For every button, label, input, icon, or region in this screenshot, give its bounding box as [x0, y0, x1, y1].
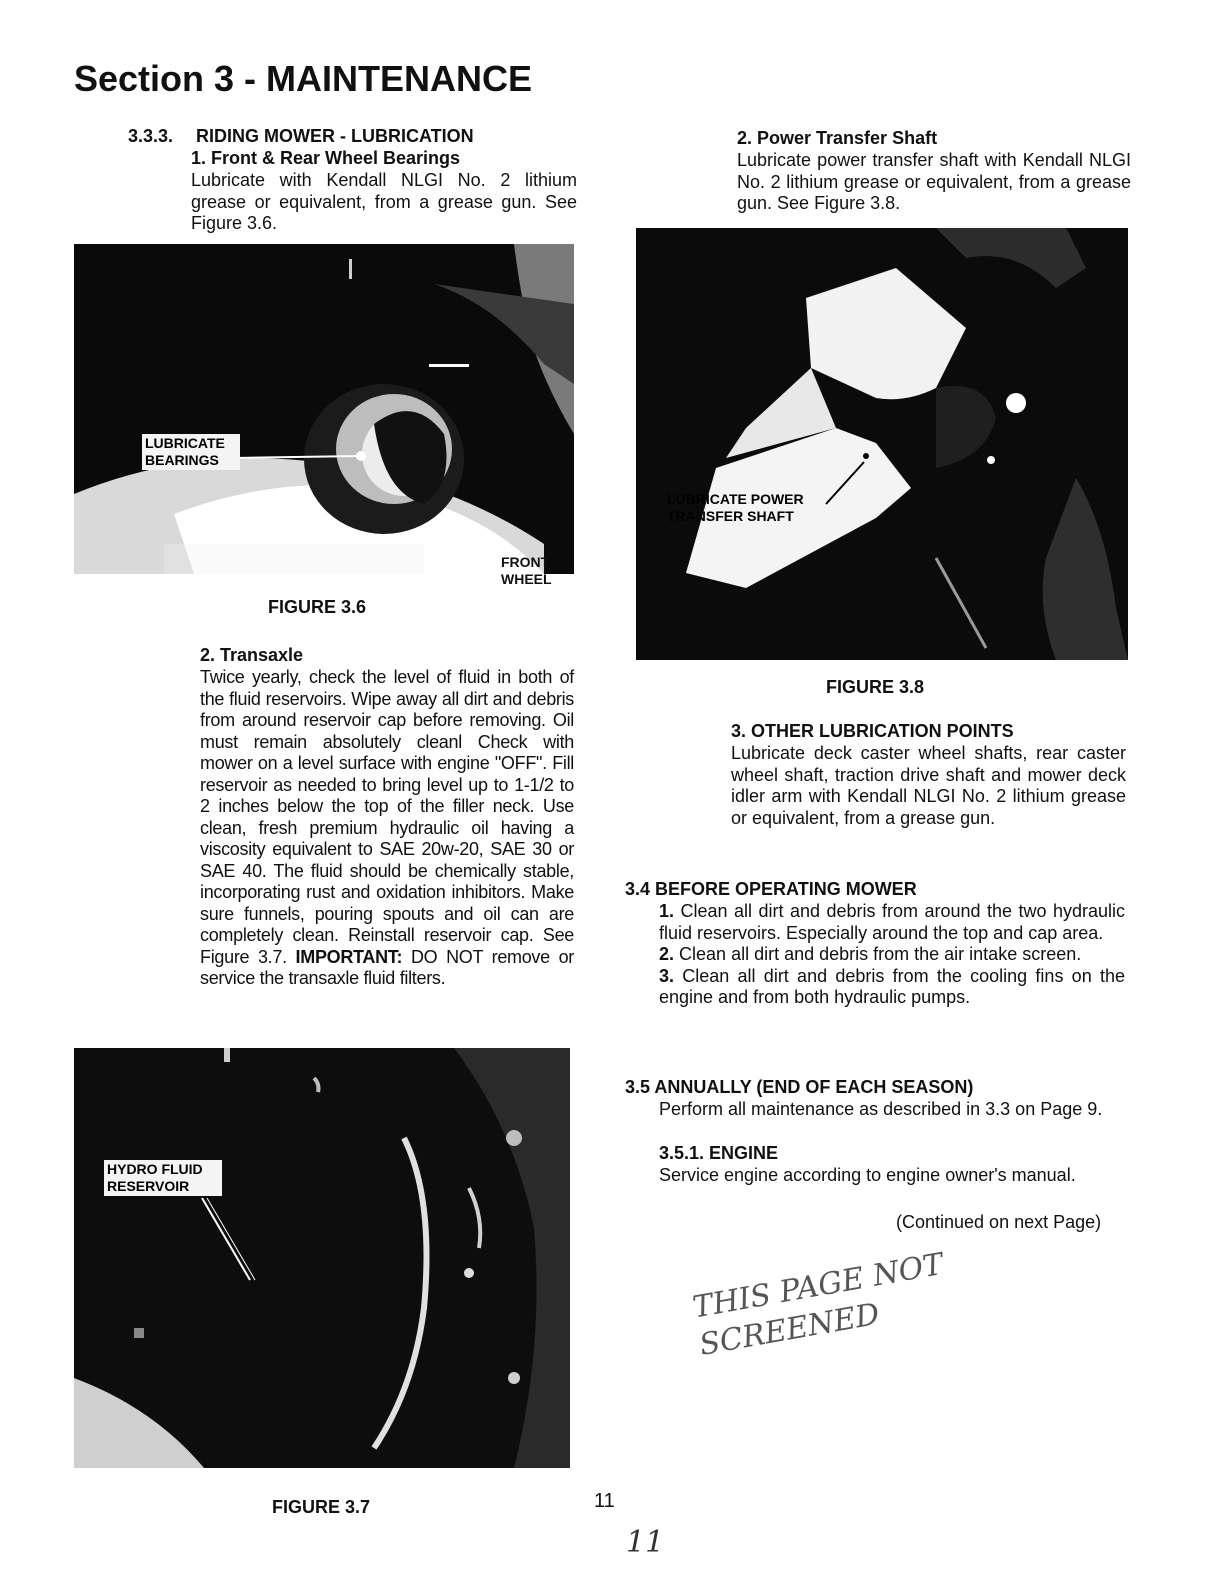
item-title-power-transfer-shaft: 2. Power Transfer Shaft	[737, 128, 938, 148]
item-body-power-transfer-shaft: Lubricate power transfer shaft with Kendall NLGI No. 2 lithium grease or equivalent, from a grease gun. See Figure 3.8.	[737, 150, 1131, 213]
page-title: Section 3 - MAINTENANCE	[74, 58, 533, 99]
item-body-wheel-bearings: Lubricate with Kendall NLGI No. 2 lithium grease or equivalent, from a grease gun. See Figure 3.6.	[191, 170, 577, 233]
sub-heading-engine: 3.5.1. ENGINE	[659, 1143, 779, 1163]
callout-hydro-fluid-reservoir: HYDRO FLUID RESERVOIR	[104, 1160, 222, 1196]
transaxle-text: Twice yearly, check the level of fluid in both of the fluid reservoirs. Wipe away all dirt and debris from around reservoir cap before removing. Oil must remain absolutely cleanl Check with mower on a level surface with engine "OFF". Fill reservoir as needed to bring level up to 1-1/2 to 2 inches below the top of the filler neck. Use clean, fresh premium hydraulic oil having a viscosity equivalent to SAE 20w-20, SAE 30 or SAE 40. The fluid should be chemically stable, incorporating rust and oxidation inhibitors. Make sure funnels, pouring spouts and oil can are completely clean. Reinstall reservoir cap. See Figure 3.7.	[200, 667, 574, 967]
list-item: 2. Clean all dirt and debris from the air intake screen.	[659, 944, 1082, 964]
item-body-transaxle	[200, 667, 574, 990]
figure-3-7-photo	[74, 1048, 570, 1468]
figure-3-8-caption: FIGURE 3.8	[826, 677, 925, 697]
page-number: 11	[594, 1490, 615, 1512]
figure-3-7-caption: FIGURE 3.7	[272, 1497, 371, 1517]
section-number-3-3-3: 3.3.3.	[128, 126, 174, 146]
figure-3-6-caption: FIGURE 3.6	[268, 597, 367, 617]
power-transfer-shaft-illustration	[636, 228, 1128, 660]
section-heading-riding-mower-lubrication: RIDING MOWER - LUBRICATION	[196, 126, 474, 146]
handwritten-note: THIS PAGE NOT SCREENED	[690, 1246, 946, 1363]
before-operating-list	[659, 901, 1125, 1009]
item-title-other-lubrication-points: 3. OTHER LUBRICATION POINTS	[731, 721, 1014, 741]
annually-body: Perform all maintenance as described in 3.3 on Page 9.	[659, 1099, 1103, 1119]
item-body-other-lubrication-points: Lubricate deck caster wheel shafts, rear caster wheel shaft, traction drive shaft and mower deck idler arm with Kendall NLGI No. 2 lithium grease or equivalent, from a grease gun.	[731, 743, 1126, 828]
callout-lubricate-bearings: LUBRICATE BEARINGS	[142, 434, 240, 470]
wheel-bearing-illustration	[74, 244, 574, 574]
important-label: IMPORTANT:	[295, 946, 403, 967]
important-text: DO NOT remove or service the transaxle fluid filters.	[200, 946, 574, 988]
section-heading-annually: 3.5 ANNUALLY (END OF EACH SEASON)	[625, 1077, 974, 1097]
section-heading-before-operating-mower: 3.4 BEFORE OPERATING MOWER	[625, 879, 917, 899]
hydro-reservoir-illustration	[74, 1048, 570, 1468]
figure-3-6-photo	[74, 244, 574, 587]
callout-front-wheel: FRONT WHEEL	[501, 554, 552, 587]
engine-body: Service engine according to engine owner's manual.	[659, 1165, 1076, 1185]
item-title-wheel-bearings: 1. Front & Rear Wheel Bearings	[191, 148, 461, 168]
list-item: 3. Clean all dirt and debris from the cooling fins on the engine and from both hydraulic pumps.	[659, 965, 1125, 1007]
handwritten-page-number: 11	[626, 1525, 665, 1560]
callout-lubricate-power-transfer-shaft: LUBRICATE POWER TRANSFER SHAFT	[667, 491, 804, 524]
list-item: 1. Clean all dirt and debris from around the two hydraulic fluid reservoirs. Especially around the top and cap area.	[659, 901, 1125, 943]
item-title-transaxle: 2. Transaxle	[200, 645, 304, 665]
figure-3-8-photo	[636, 228, 1128, 660]
continued-note: (Continued on next Page)	[896, 1212, 1102, 1232]
